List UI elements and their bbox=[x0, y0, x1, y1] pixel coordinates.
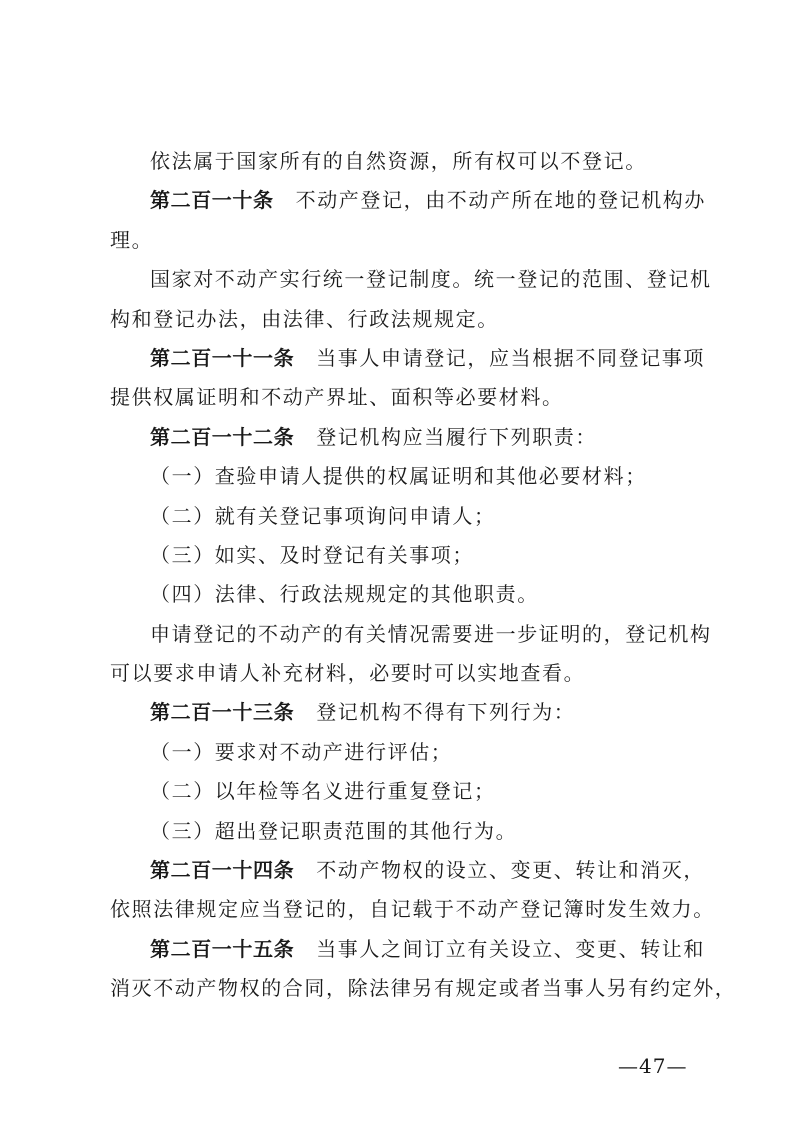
article-line bbox=[110, 181, 707, 220]
text-line bbox=[110, 969, 737, 1008]
text-line bbox=[110, 221, 700, 260]
line-text: 登记机构应当履行下列职责： bbox=[316, 424, 598, 449]
article-number: 第二百一十一条 bbox=[150, 345, 295, 370]
text-line bbox=[110, 378, 700, 417]
article-line bbox=[110, 418, 700, 457]
list-item bbox=[110, 812, 700, 851]
text-line bbox=[110, 260, 712, 299]
line-text: （三）如实、及时登记有关事项； bbox=[150, 542, 474, 567]
line-text: 不动产登记，由不动产所在地的登记机构办 bbox=[295, 188, 707, 213]
article-line bbox=[110, 851, 706, 890]
line-text: 国家对不动产实行统一登记制度。统一登记的范围、登记机 bbox=[150, 267, 712, 292]
article-number: 第二百一十三条 bbox=[150, 700, 295, 725]
article-line bbox=[110, 339, 706, 378]
article-number: 第二百一十五条 bbox=[150, 936, 295, 961]
page-number: —47— bbox=[618, 1054, 688, 1078]
line-text: 当事人申请登记，应当根据不同登记事项 bbox=[316, 345, 706, 370]
list-item bbox=[110, 536, 700, 575]
article-number: 第二百一十四条 bbox=[150, 858, 295, 883]
line-text: 构和登记办法，由法律、行政法规规定。 bbox=[110, 306, 499, 331]
list-item bbox=[110, 772, 700, 811]
line-text: （二）就有关登记事项询问申请人； bbox=[150, 503, 496, 528]
list-item bbox=[110, 457, 700, 496]
list-item bbox=[110, 733, 700, 772]
line-text: （二）以年检等名义进行重复登记； bbox=[150, 779, 496, 804]
line-text: 消灭不动产物权的合同，除法律另有规定或者当事人另有约定外， bbox=[110, 976, 737, 1001]
text-line bbox=[110, 654, 700, 693]
article-number: 第二百一十条 bbox=[150, 188, 274, 213]
text-line bbox=[110, 615, 712, 654]
text-line bbox=[110, 300, 700, 339]
article-number: 第二百一十二条 bbox=[150, 424, 295, 449]
line-text: 理。 bbox=[110, 227, 154, 252]
line-text: （三）超出登记职责范围的其他行为。 bbox=[150, 818, 518, 843]
line-text: 不动产物权的设立、变更、转让和消灭， bbox=[316, 858, 706, 883]
line-text: 登记机构不得有下列行为： bbox=[316, 700, 576, 725]
list-item bbox=[110, 497, 700, 536]
article-line bbox=[110, 693, 700, 732]
text-line bbox=[110, 890, 715, 929]
text-line bbox=[110, 142, 700, 181]
line-text: 申请登记的不动产的有关情况需要进一步证明的，登记机构 bbox=[150, 621, 712, 646]
line-text: 可以要求申请人补充材料，必要时可以实地查看。 bbox=[110, 661, 586, 686]
line-text: 提供权属证明和不动产界址、面积等必要材料。 bbox=[110, 385, 564, 410]
list-item bbox=[110, 575, 700, 614]
line-text: 依法属于国家所有的自然资源，所有权可以不登记。 bbox=[150, 149, 647, 173]
document-body bbox=[110, 142, 737, 1009]
article-line bbox=[110, 930, 706, 969]
line-text: 当事人之间订立有关设立、变更、转让和 bbox=[316, 936, 706, 961]
line-text: 依照法律规定应当登记的，自记载于不动产登记簿时发生效力。 bbox=[110, 897, 715, 922]
line-text: （一）查验申请人提供的权属证明和其他必要材料； bbox=[150, 464, 647, 489]
line-text: （四）法律、行政法规规定的其他职责。 bbox=[150, 582, 539, 607]
line-text: （一）要求对不动产进行评估； bbox=[150, 739, 453, 764]
